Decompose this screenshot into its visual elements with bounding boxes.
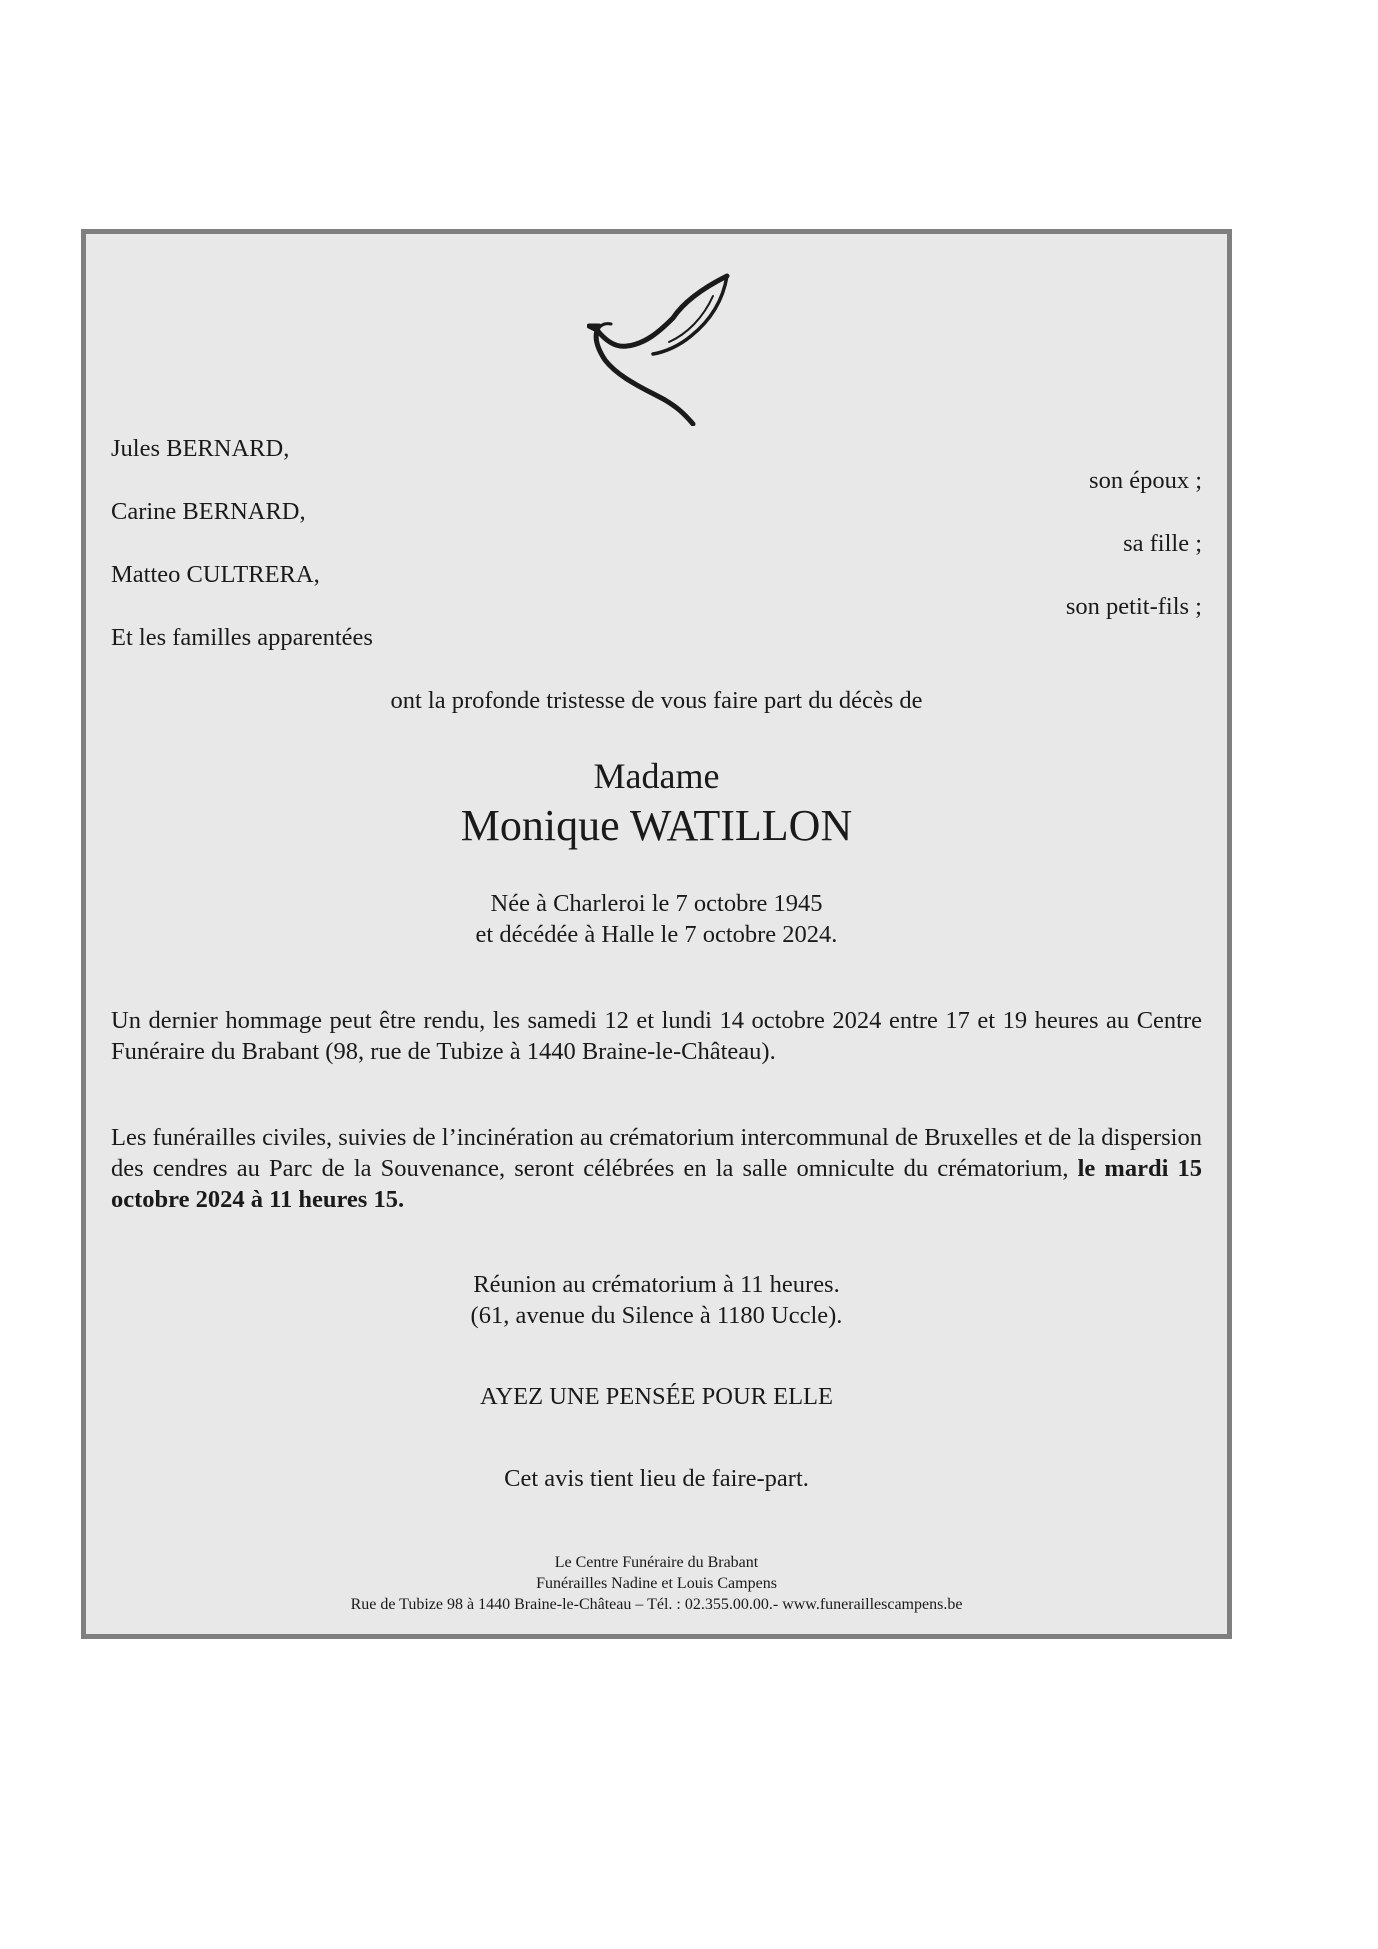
dove-icon: [587, 272, 733, 426]
family-member-relation: sa fille ;: [1123, 530, 1202, 557]
family-member-relation: son époux ;: [1089, 467, 1202, 494]
family-member-name: Matteo CULTRERA,: [111, 561, 320, 588]
family-member-name: Carine BERNARD,: [111, 498, 306, 525]
funeral-datetime: le mardi 15 octobre 2024 à 11 heures 15.: [111, 1155, 1202, 1213]
funeral-text: Les funérailles civiles, suivies de l’incinération au crématorium intercommunal de Bruxelles et de la dispersion des cendres au Parc de la Souvenance, seront célébrées en la salle omniculte du crématorium,: [111, 1124, 1202, 1182]
footer-names: Funérailles Nadine et Louis Campens: [536, 1575, 777, 1592]
notice-line: Cet avis tient lieu de faire-part.: [504, 1465, 809, 1492]
title-madame: Madame: [593, 756, 720, 796]
meeting-address: (61, avenue du Silence à 1180 Uccle).: [470, 1302, 843, 1329]
relatives-line: Et les familles apparentées: [111, 624, 373, 651]
footer-contact: Rue de Tubize 98 à 1440 Braine-le-Château – Tél. : 02.355.00.00.- www.funeraillescampens.be: [350, 1596, 963, 1613]
birth-line: Née à Charleroi le 7 octobre 1945: [490, 890, 823, 917]
announcement-text: ont la profonde tristesse de vous faire part du décès de: [390, 687, 923, 714]
meeting-line: Réunion au crématorium à 11 heures.: [473, 1271, 840, 1298]
family-member-relation: son petit-fils ;: [1065, 593, 1202, 620]
deceased-name: Monique WATILLON: [460, 801, 853, 850]
death-line: et décédée à Halle le 7 octobre 2024.: [475, 921, 838, 948]
tribute-paragraph: Un dernier hommage peut être rendu, les samedi 12 et lundi 14 octobre 2024 entre 17 et 19 heures au Centre Funéraire du Brabant (98, rue de Tubize à 1440 Braine-le-Château).: [111, 1007, 1202, 1065]
family-member-name: Jules BERNARD,: [111, 435, 290, 462]
footer-company: Le Centre Funéraire du Brabant: [554, 1554, 759, 1571]
death-notice-card: [81, 229, 1232, 1639]
thought-line: AYEZ UNE PENSÉE POUR ELLE: [480, 1383, 833, 1410]
funeral-paragraph: [111, 1122, 1202, 1215]
